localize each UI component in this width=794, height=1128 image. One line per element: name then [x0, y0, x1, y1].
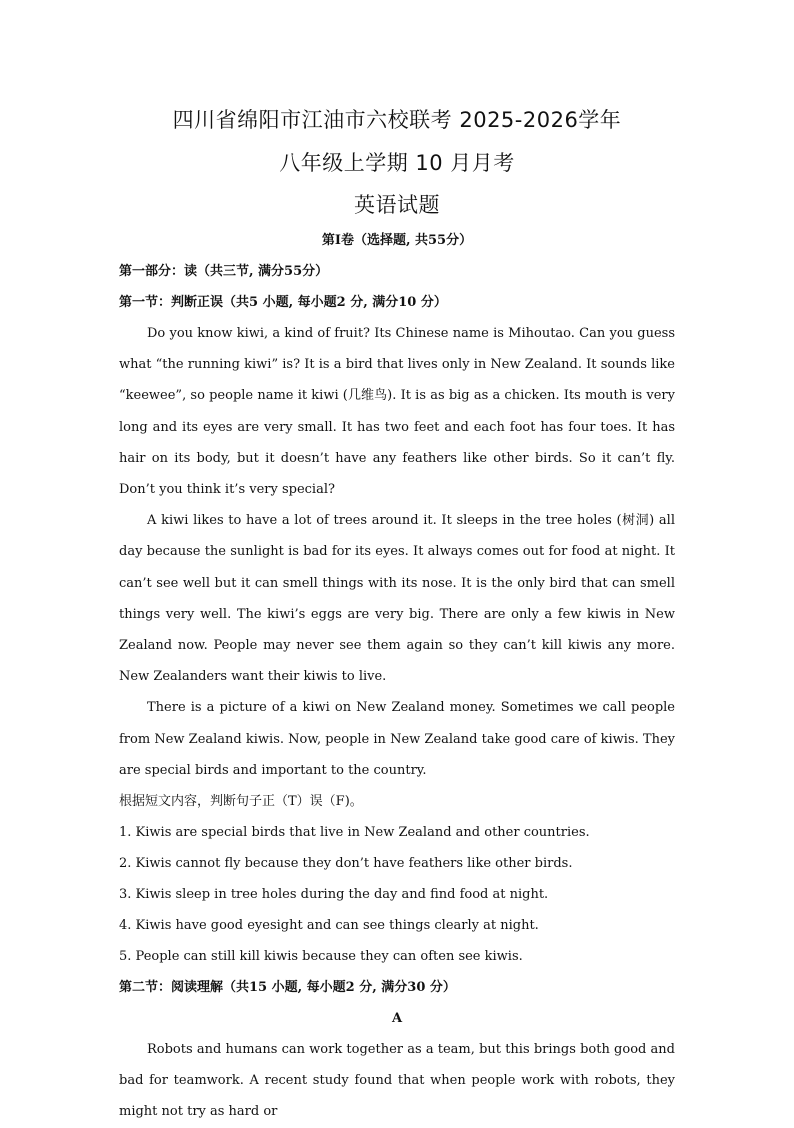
section2-heading: 第二节：阅读理解（共15 小题, 每小题2 分, 满分30 分）	[119, 980, 456, 996]
passage-paragraph: Do you know kiwi, a kind of fruit? Its Chinese name is Mihoutao. Can you guess what “the running kiwi” is? It is a bird that lives only in New Zealand. It sounds like “keewee”, so people name it kiwi (几维鸟). It is as big as a chicken. Its mouth is very long and its eyes are very small. It has two feet and each foot has four toes. It has hair on its body, but it doesn’t have any feathers like other birds. So it can’t fly. Don’t you think it’s very special?	[119, 326, 675, 498]
section1-heading: 第一节：判断正误（共5 小题, 每小题2 分, 满分10 分）	[119, 295, 447, 310]
passage-paragraph: A kiwi likes to have a lot of trees around it. It sleeps in the tree holes (树洞) all day because the sunlight is bad for its eyes. It always comes out for food at night. It can’t see well but it can smell things with its nose. It is the only bird that can smell things very well. The kiwi’s eggs are very big. There are only a few kiwis in New Zealand now. People may never see them again so they can’t kill kiwis any more. New Zealanders want their kiwis to live.	[119, 513, 675, 685]
exam-content	[119, 256, 675, 1128]
question-instruction: 根据短文内容，判断句子正（T）误（F)。	[119, 794, 363, 810]
part1-heading: 第一部分：读（共三节, 满分55分）	[119, 264, 329, 279]
passage-paragraph: Robots and humans can work together as a team, but this brings both good and bad for teamwork. A recent study found that when people work with robots, they might not try as hard or	[119, 1042, 675, 1120]
exam-title-line1: 四川省绵阳市江油市六校联考 2025-2026学年	[172, 108, 622, 132]
statement-item: 2. Kiwis cannot fly because they don’t have feathers like other birds.	[119, 856, 573, 872]
exam-title-line3: 英语试题	[354, 193, 440, 217]
statement-item: 4. Kiwis have good eyesight and can see things clearly at night.	[119, 918, 539, 934]
passage-paragraph: There is a picture of a kiwi on New Zealand money. Sometimes we call people from New Zealand kiwis. Now, people in New Zealand take good care of kiwis. They are special birds and important to the country.	[119, 700, 675, 778]
volume-heading: 第Ⅰ卷（选择题, 共55分）	[321, 233, 473, 248]
statement-item: 3. Kiwis sleep in tree holes during the day and find food at night.	[119, 887, 549, 903]
statement-item: 1. Kiwis are special birds that live in New Zealand and other countries.	[119, 825, 590, 841]
exam-title-line2: 八年级上学期 10 月月考	[279, 151, 515, 175]
statement-item: 5. People can still kill kiwis because they can often see kiwis.	[119, 949, 523, 965]
passage-label: A	[391, 1011, 403, 1027]
